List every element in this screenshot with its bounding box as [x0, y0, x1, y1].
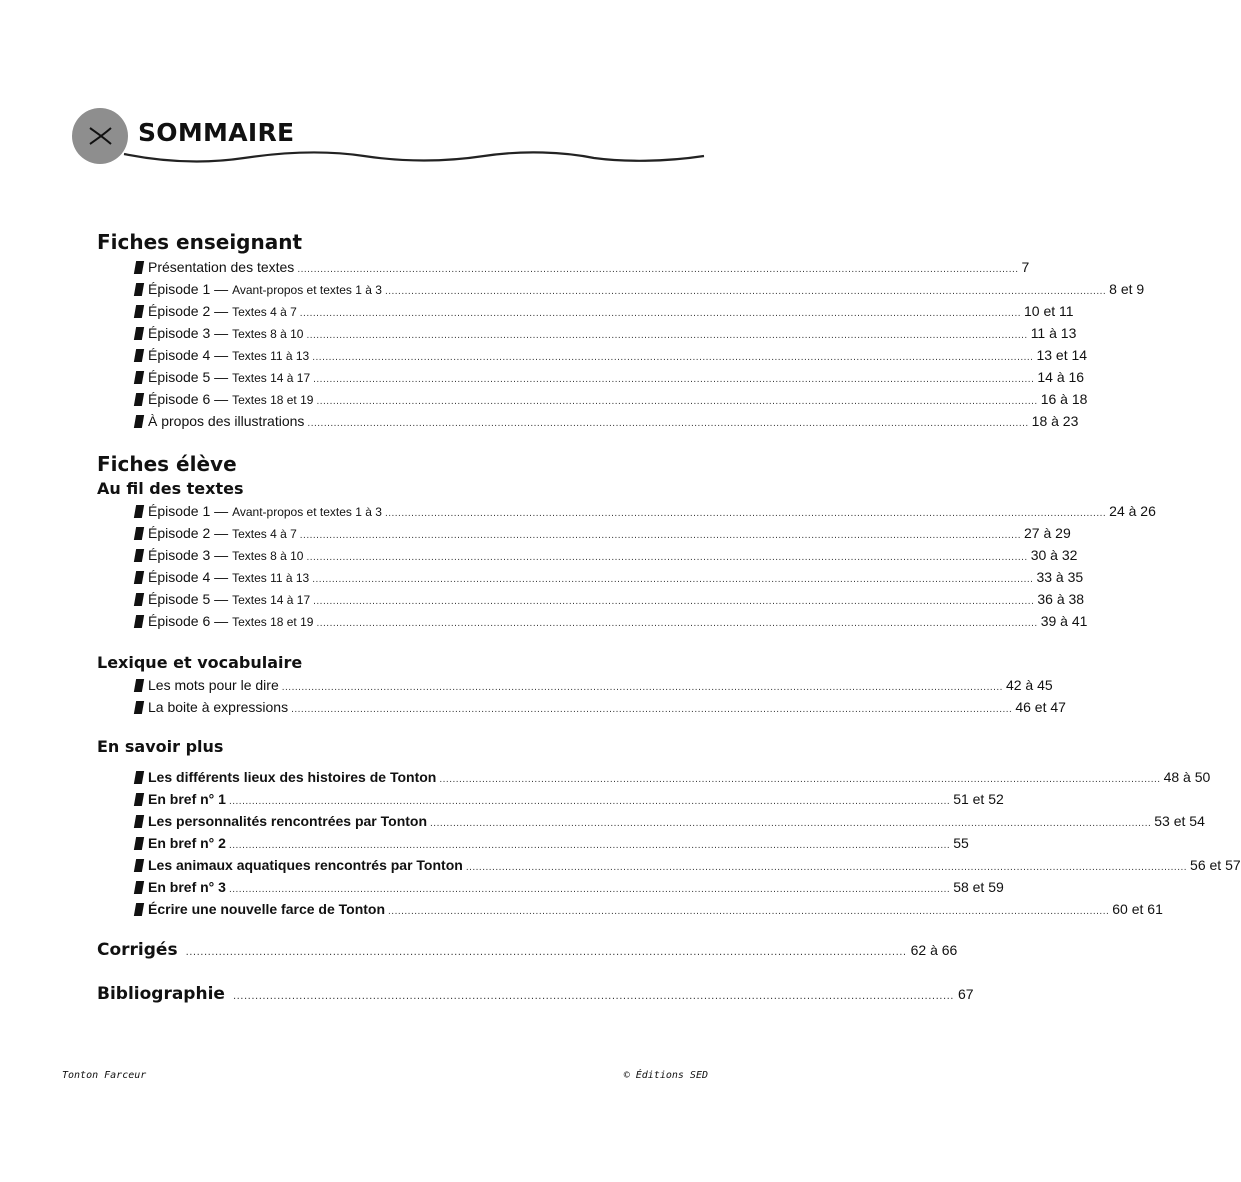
subsection-title-lexique: Lexique et vocabulaire	[97, 653, 303, 672]
entry-label-detail: Avant-propos et textes 1 à 3	[232, 505, 382, 519]
toc-entry[interactable]	[135, 522, 1071, 544]
leader-dots: ............................................................................................................................................................................................................................	[228, 840, 951, 851]
entry-pages: 39 à 41	[1040, 613, 1088, 629]
bullet-icon	[134, 327, 144, 340]
entry-pages: 16 à 18	[1040, 391, 1088, 407]
entry-label-main: Les personnalités rencontrées par Tonton	[148, 813, 428, 829]
entry-label-main: Épisode 2 —	[148, 525, 233, 541]
leader-dots: ............................................................................................................................................................................................................................	[228, 796, 951, 807]
entry-label-main: Les animaux aquatiques rencontrés par Tonton	[148, 857, 463, 873]
bullet-icon	[134, 793, 144, 806]
bullet-icon	[134, 593, 144, 606]
subsection-title-savoir: En savoir plus	[97, 737, 224, 756]
bullet-icon	[134, 701, 144, 714]
leader-dots: ............................................................................................................................................................................................................................	[465, 862, 1188, 873]
leader-dots: ............................................................................................................................................................................................................................	[384, 286, 1107, 297]
entry-label	[148, 344, 309, 367]
entry-label-detail: Textes 18 et 19	[232, 615, 314, 629]
bullet-icon	[134, 393, 144, 406]
entry-label-detail: Textes 14 à 17	[232, 593, 311, 607]
leader-dots: ............................................................................................................................................................................................................................	[306, 552, 1028, 563]
leader-dots: ............................................................................................................................................................................................................................	[439, 774, 1161, 785]
toc-entry[interactable]	[135, 588, 1085, 610]
entry-label-main: En bref n° 3	[148, 879, 226, 895]
leader-dots: ............................................................................................................................................................................................................................	[281, 682, 1003, 693]
scissors-badge	[72, 108, 128, 164]
toc-entry[interactable]	[135, 278, 1145, 300]
leader-dots: ............................................................................................................................................................................................................................	[430, 818, 1152, 829]
bullet-icon	[134, 283, 144, 296]
toc-entry[interactable]	[135, 388, 1088, 410]
entry-label-detail: Textes 4 à 7	[232, 305, 297, 319]
list-au-fil	[135, 500, 1156, 632]
page-header	[72, 108, 702, 178]
toc-entry[interactable]	[135, 344, 1088, 366]
entry-label-main: Épisode 2 —	[148, 303, 233, 319]
toc-entry-corriges[interactable]	[97, 936, 958, 964]
entry-pages: 14 à 16	[1037, 369, 1085, 385]
toc-entry[interactable]	[135, 410, 1079, 432]
entry-label	[148, 322, 303, 345]
scissors-icon	[85, 125, 115, 147]
toc-entry[interactable]	[135, 674, 1053, 696]
entry-pages: 30 à 32	[1030, 547, 1078, 563]
entry-label-detail: Textes 11 à 13	[232, 571, 310, 585]
entry-pages: 55	[953, 835, 969, 851]
entry-pages: 11 à 13	[1030, 325, 1077, 341]
entry-pages: 18 à 23	[1031, 413, 1079, 429]
entry-pages: 42 à 45	[1005, 677, 1053, 693]
toc-entry[interactable]	[135, 696, 1066, 718]
list-savoir	[135, 766, 1241, 920]
subsection-title-au-fil: Au fil des textes	[97, 479, 244, 498]
entry-label	[148, 588, 310, 611]
toc-entry[interactable]	[135, 300, 1074, 322]
entry-label-main: Épisode 5 —	[148, 369, 233, 385]
entry-label	[148, 500, 382, 523]
toc-entry[interactable]	[135, 766, 1211, 788]
wavy-underline	[124, 144, 704, 168]
toc-entry[interactable]	[135, 256, 1030, 278]
entry-label-main: Présentation des textes	[148, 259, 295, 275]
section-title-fiches-enseignant: Fiches enseignant	[97, 230, 303, 254]
entry-label	[148, 410, 304, 432]
bullet-icon	[134, 815, 144, 828]
entry-label	[148, 898, 385, 920]
entry-label-main: Épisode 1 —	[148, 503, 233, 519]
bullet-icon	[134, 837, 144, 850]
bullet-icon	[134, 505, 144, 518]
toc-entry[interactable]	[135, 876, 1004, 898]
entry-label	[148, 256, 294, 278]
toc-entry[interactable]	[135, 500, 1156, 522]
entry-label-main: Épisode 6 —	[148, 391, 233, 407]
leader-dots: ............................................................................................................................................................................................................................	[307, 418, 1029, 429]
bullet-icon	[134, 615, 144, 628]
toc-entry[interactable]	[135, 832, 969, 854]
entry-pages: 24 à 26	[1109, 503, 1156, 519]
leader-dots: ............................................................................................................................................................................................................................	[291, 704, 1013, 715]
toc-entry[interactable]	[135, 788, 1004, 810]
entry-pages: 48 à 50	[1163, 769, 1211, 785]
toc-entry[interactable]	[135, 322, 1077, 344]
footer-publisher: © Éditions SED	[623, 1070, 708, 1081]
leader-dots: ....................................................................................................................................................................................................	[185, 947, 907, 958]
entry-label: Corrigés	[97, 940, 178, 960]
entry-label-main: En bref n° 1	[148, 791, 226, 807]
toc-entry[interactable]	[135, 898, 1163, 920]
list-lexique	[135, 674, 1066, 718]
entry-label-detail: Textes 8 à 10	[232, 327, 304, 341]
leader-dots: ....................................................................................................................................................................................................	[232, 991, 954, 1002]
toc-entry[interactable]	[135, 544, 1078, 566]
entry-pages: 36 à 38	[1037, 591, 1085, 607]
entry-label-main: Épisode 1 —	[148, 281, 233, 297]
entry-label	[148, 388, 313, 411]
entry-pages: 53 et 54	[1154, 813, 1205, 829]
entry-label	[148, 278, 382, 301]
bullet-icon	[134, 679, 144, 692]
page-title: SOMMAIRE	[138, 118, 295, 147]
leader-dots: ............................................................................................................................................................................................................................	[228, 884, 951, 895]
entry-pages: 58 et 59	[953, 879, 1004, 895]
leader-dots: ............................................................................................................................................................................................................................	[306, 330, 1028, 341]
entry-label-detail: Textes 14 à 17	[232, 371, 311, 385]
entry-label-main: Épisode 3 —	[148, 325, 233, 341]
bullet-icon	[134, 527, 144, 540]
entry-label	[148, 610, 313, 633]
entry-label	[148, 832, 226, 854]
bullet-icon	[134, 859, 144, 872]
bullet-icon	[134, 771, 144, 784]
toc-entry[interactable]	[135, 810, 1205, 832]
entry-label	[148, 366, 310, 389]
entry-pages: 27 à 29	[1024, 525, 1071, 541]
entry-pages: 62 à 66	[910, 942, 958, 958]
entry-label	[148, 674, 279, 696]
entry-label-main: À propos des illustrations	[148, 413, 305, 429]
entry-label-main: La boite à expressions	[148, 699, 289, 715]
leader-dots: ............................................................................................................................................................................................................................	[313, 596, 1035, 607]
entry-label-detail: Textes 8 à 10	[232, 549, 304, 563]
entry-label	[148, 566, 309, 589]
entry-pages: 13 et 14	[1036, 347, 1088, 363]
bullet-icon	[134, 571, 144, 584]
toc-entry[interactable]	[135, 366, 1085, 388]
entry-label	[148, 788, 226, 810]
entry-label	[148, 766, 436, 788]
bullet-icon	[134, 903, 144, 916]
toc-entry[interactable]	[135, 854, 1241, 876]
bullet-icon	[134, 549, 144, 562]
toc-entry[interactable]	[135, 566, 1084, 588]
entry-label-detail: Avant-propos et textes 1 à 3	[232, 283, 382, 297]
entry-label-main: Épisode 4 —	[148, 347, 233, 363]
bullet-icon	[134, 881, 144, 894]
section-title-fiches-eleve: Fiches élève	[97, 452, 237, 476]
entry-pages: 56 et 57	[1190, 857, 1241, 873]
table-of-contents	[97, 228, 1241, 1008]
entry-label	[148, 854, 463, 876]
entry-label: Bibliographie	[97, 984, 225, 1004]
entry-label	[148, 522, 297, 545]
leader-dots: ............................................................................................................................................................................................................................	[316, 618, 1038, 629]
bullet-icon	[134, 415, 144, 428]
leader-dots: ............................................................................................................................................................................................................................	[316, 396, 1038, 407]
toc-entry-bibliographie[interactable]	[97, 980, 974, 1008]
list-fiches-enseignant	[135, 256, 1145, 432]
entry-label	[148, 300, 297, 323]
entry-label-main: Les mots pour le dire	[148, 677, 279, 693]
entry-label-detail: Textes 4 à 7	[232, 527, 297, 541]
entry-pages: 67	[957, 986, 974, 1002]
entry-label-main: Épisode 5 —	[148, 591, 233, 607]
leader-dots: ............................................................................................................................................................................................................................	[312, 352, 1034, 363]
entry-pages: 51 et 52	[953, 791, 1004, 807]
leader-dots: ............................................................................................................................................................................................................................	[384, 508, 1107, 519]
leader-dots: ............................................................................................................................................................................................................................	[297, 264, 1019, 275]
bullet-icon	[134, 349, 144, 362]
entry-pages: 10 et 11	[1024, 303, 1074, 319]
entry-label-main: Épisode 4 —	[148, 569, 233, 585]
entry-label-main: Les différents lieux des histoires de Tonton	[148, 769, 437, 785]
bullet-icon	[134, 371, 144, 384]
entry-pages: 60 et 61	[1112, 901, 1163, 917]
leader-dots: ............................................................................................................................................................................................................................	[388, 906, 1110, 917]
entry-label	[148, 810, 427, 832]
entry-label-main: En bref n° 2	[148, 835, 226, 851]
bullet-icon	[134, 305, 144, 318]
entry-pages: 46 et 47	[1015, 699, 1066, 715]
leader-dots: ............................................................................................................................................................................................................................	[313, 374, 1035, 385]
entry-label-main: Épisode 6 —	[148, 613, 233, 629]
entry-label	[148, 696, 288, 718]
entry-pages: 8 et 9	[1109, 281, 1145, 297]
entry-label-detail: Textes 18 et 19	[232, 393, 314, 407]
leader-dots: ............................................................................................................................................................................................................................	[299, 308, 1022, 319]
footer-book-title: Tonton Farceur	[62, 1070, 147, 1081]
entry-pages: 33 à 35	[1036, 569, 1084, 585]
entry-label	[148, 544, 303, 567]
entry-label-main: Épisode 3 —	[148, 547, 233, 563]
entry-label-main: Écrire une nouvelle farce de Tonton	[148, 901, 386, 917]
entry-label-detail: Textes 11 à 13	[232, 349, 310, 363]
entry-pages: 7	[1021, 259, 1030, 275]
leader-dots: ............................................................................................................................................................................................................................	[299, 530, 1022, 541]
leader-dots: ............................................................................................................................................................................................................................	[312, 574, 1034, 585]
entry-label	[148, 876, 226, 898]
bullet-icon	[134, 261, 144, 274]
toc-entry[interactable]	[135, 610, 1088, 632]
